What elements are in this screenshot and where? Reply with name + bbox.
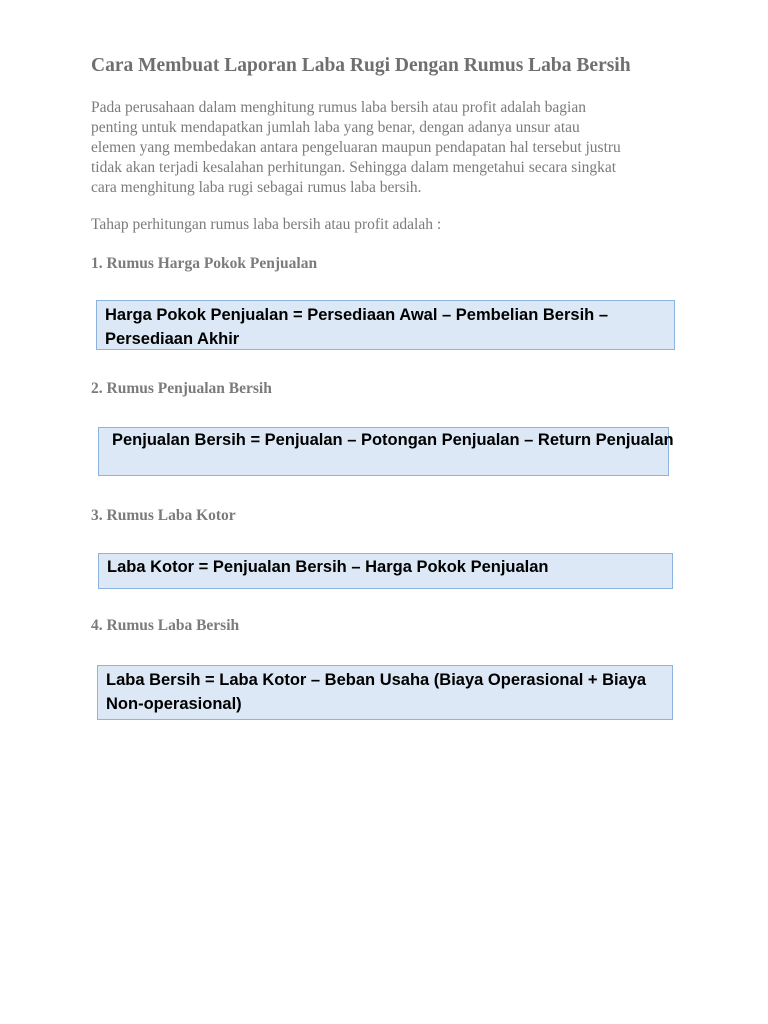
formula-box-penjualan-bersih bbox=[98, 427, 674, 476]
formula-box-laba-bersih bbox=[97, 665, 673, 720]
intro-line: penting untuk mendapatkan jumlah laba yang benar, dengan adanya unsur atau bbox=[91, 119, 580, 136]
intro-line: elemen yang membedakan antara pengeluaran maupun pendapatan hal tersebut justru bbox=[91, 139, 621, 156]
intro-line: Pada perusahaan dalam menghitung rumus laba bersih atau profit adalah bagian bbox=[91, 99, 586, 116]
intro-line: cara menghitung laba rugi sebagai rumus laba bersih. bbox=[91, 179, 422, 196]
lead-text: Tahap perhitungan rumus laba bersih atau profit adalah : bbox=[91, 216, 442, 233]
formula-line: Non-operasional) bbox=[106, 695, 242, 713]
formula-line: Persediaan Akhir bbox=[105, 330, 240, 348]
formula-box-harga-pokok bbox=[96, 300, 675, 350]
formula-line: Penjualan Bersih = Penjualan – Potongan Penjualan – Return Penjualan bbox=[112, 431, 674, 449]
section-heading-laba-bersih: 4. Rumus Laba Bersih bbox=[91, 617, 240, 634]
formula-box-laba-kotor bbox=[98, 553, 673, 589]
formula-line: Harga Pokok Penjualan = Persediaan Awal – Pembelian Bersih – bbox=[105, 306, 609, 324]
formula-line: Laba Kotor = Penjualan Bersih – Harga Pokok Penjualan bbox=[107, 558, 549, 576]
intro-paragraph bbox=[91, 98, 691, 198]
formula-line: Laba Bersih = Laba Kotor – Beban Usaha (Biaya Operasional + Biaya bbox=[106, 671, 647, 689]
document-title: Cara Membuat Laporan Laba Rugi Dengan Rumus Laba Bersih bbox=[91, 55, 631, 76]
section-heading-penjualan-bersih: 2. Rumus Penjualan Bersih bbox=[91, 380, 272, 397]
section-heading-harga-pokok: 1. Rumus Harga Pokok Penjualan bbox=[91, 255, 318, 272]
intro-line: tidak akan terjadi kesalahan perhitungan. Sehingga dalam mengetahui secara singkat bbox=[91, 159, 617, 176]
section-heading-laba-kotor: 3. Rumus Laba Kotor bbox=[91, 507, 236, 524]
